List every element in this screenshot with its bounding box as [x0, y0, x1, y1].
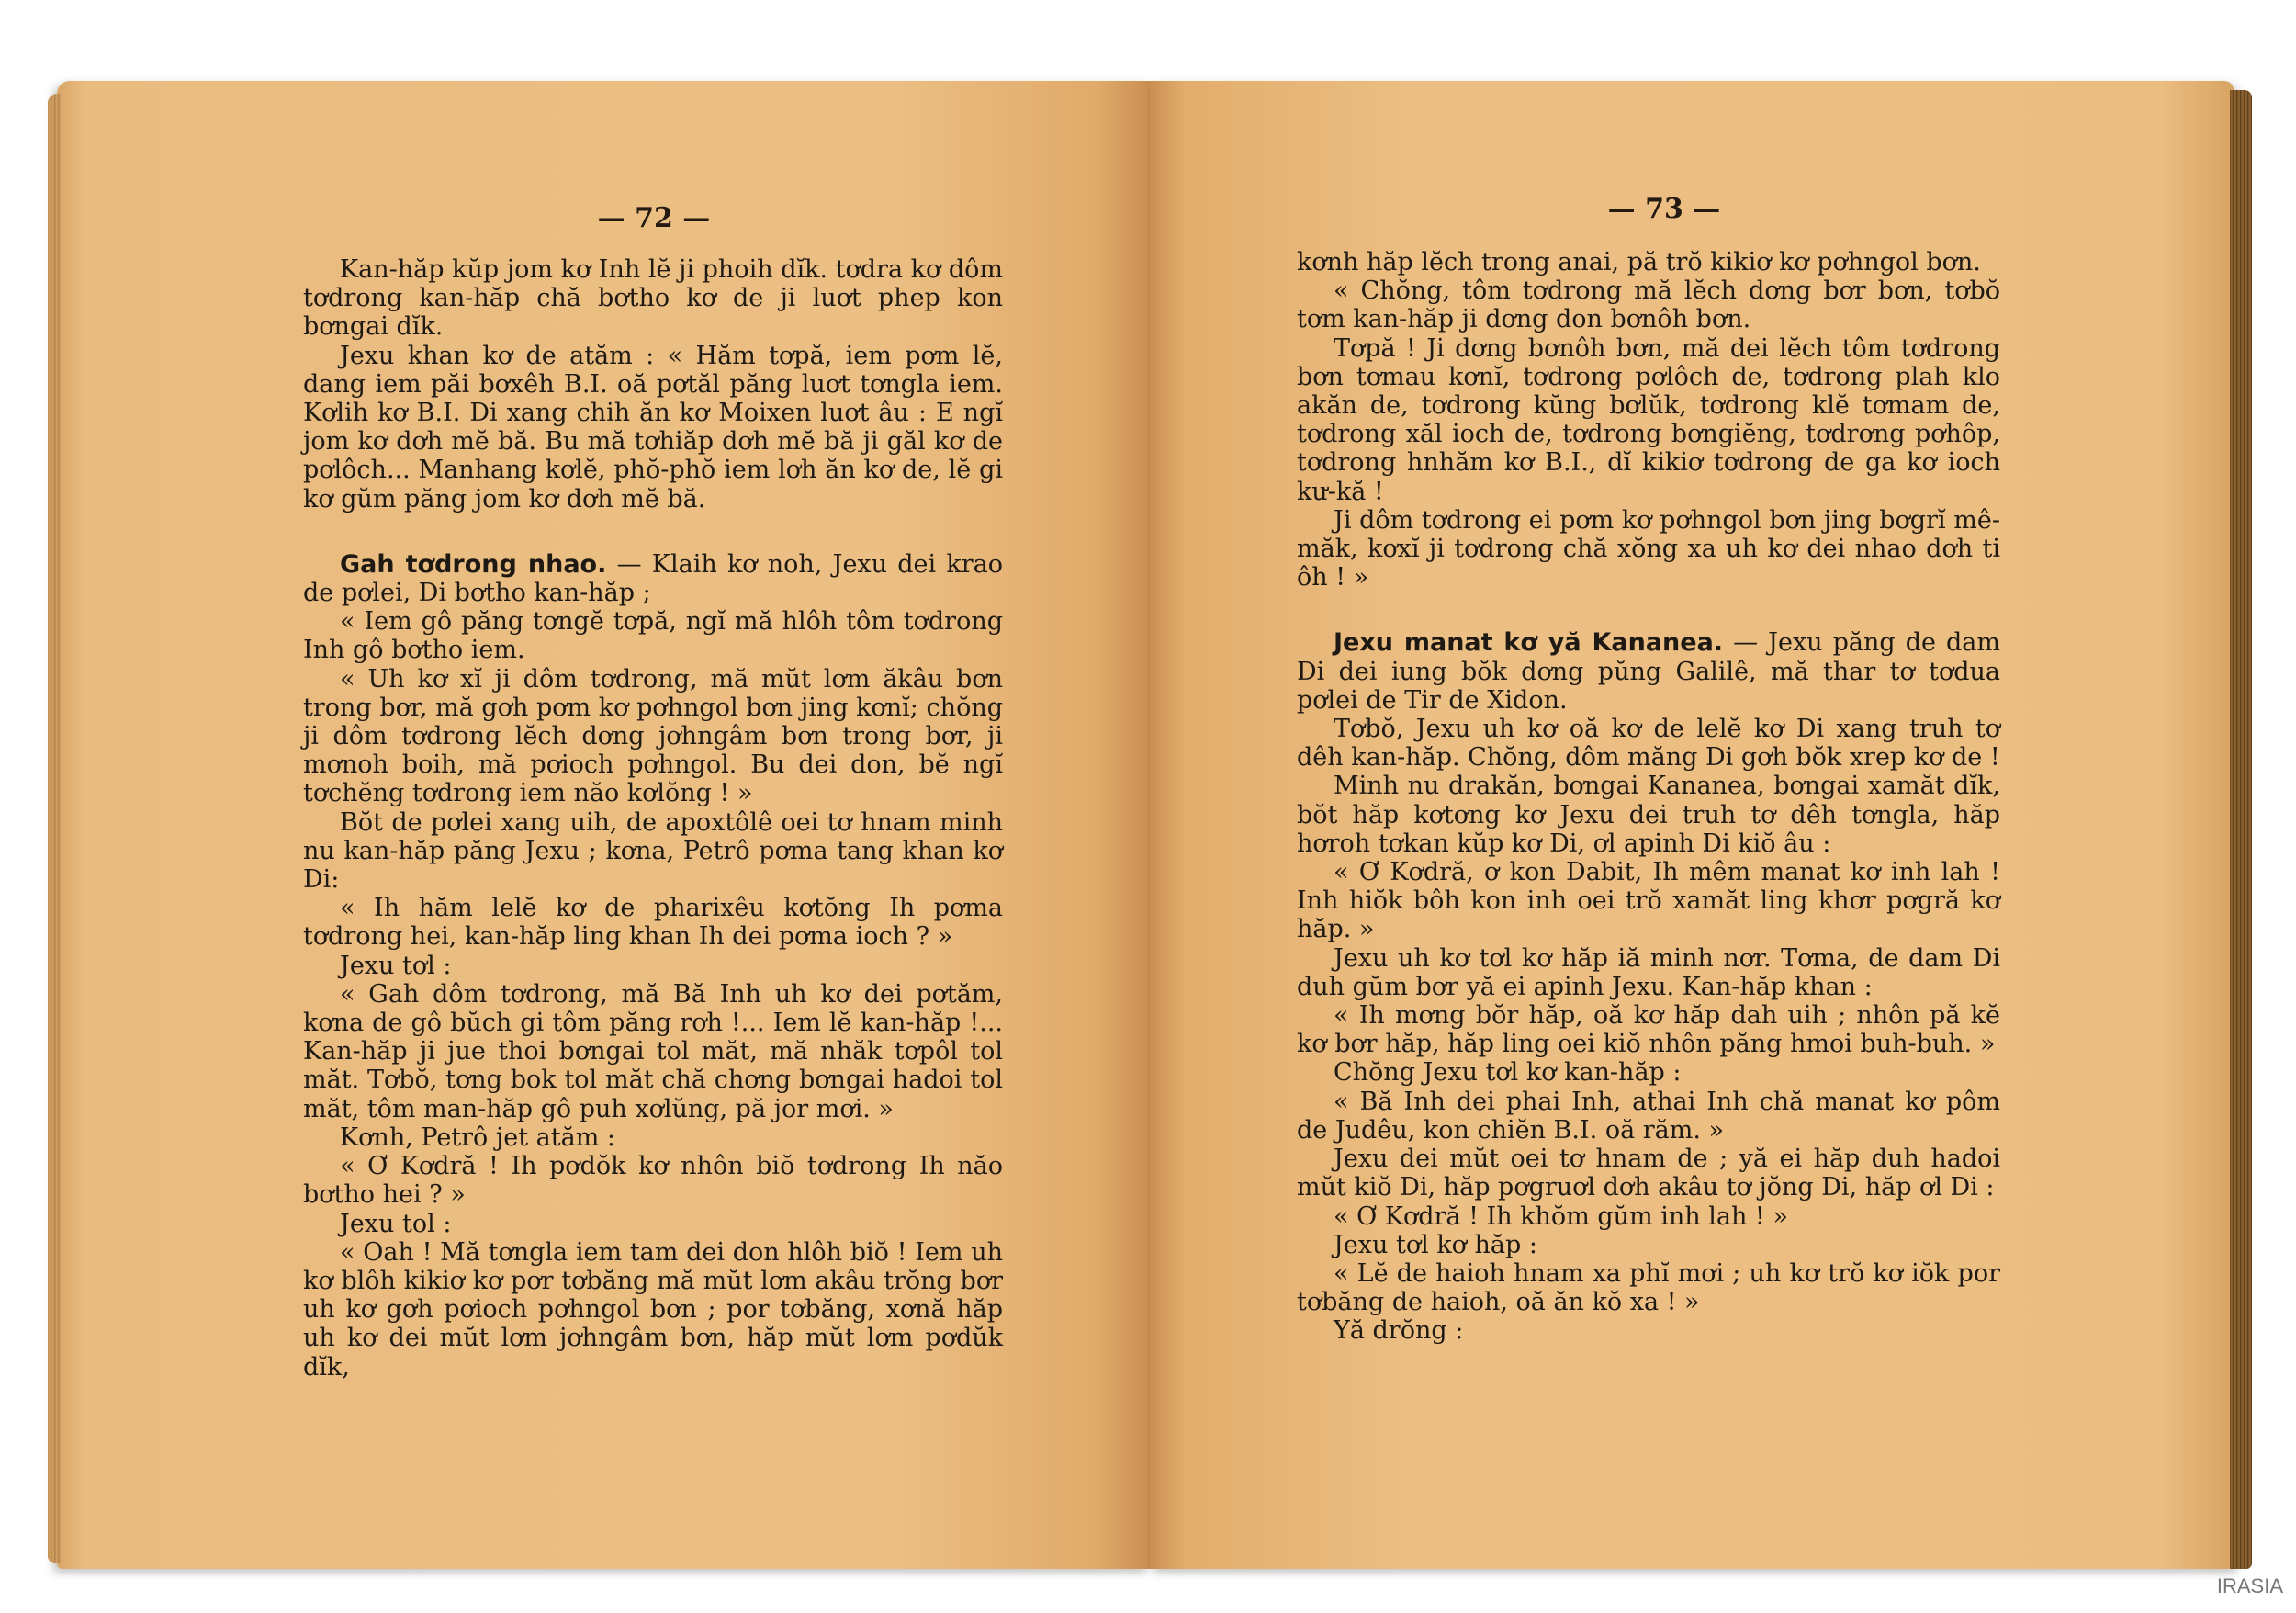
- paragraph: Chŏng Jexu tơl kơ kan-hăp :: [1334, 1058, 1682, 1088]
- left-page-edges: [48, 94, 61, 1563]
- right-page-text: [1297, 248, 2000, 1346]
- paragraph-text: Klaih kơ noh, Jexu dei krao de pơlei, Di bơtho kan-hăp ;: [303, 549, 1003, 608]
- section-heading: Gah tơdrong nhao.: [340, 549, 607, 579]
- paragraph: Tơpă ! Ji dơng bơnôh bơn, mă dei lĕch tôm tơdrong bơn tơmau kơnĭ, tơdrong pơlôch de, tơdrong plah klo akăn de, tơdrong kŭng bơlŭk, tơdrong klĕ tơmam de, tơdrong xăl ioch de, tơdrong bơngiĕng, tơdrơng pơhôp, tơdrong hnhăm kơ B.I., dĭ kikiơ tơdrong de ga kơ ioch kư-kă !: [1297, 333, 2000, 506]
- paragraph: kơnh hăp lĕch trong anai, pă trŏ kikiơ kơ pơhngol bơn.: [1297, 248, 1981, 276]
- paragraph: « Ih mơng bŏr hăp, oă kơ hăp dah uih ; nhôn pă kĕ kơ bơr hăp, hăp ling oei kiŏ nhôn păng hmoi buh-buh. »: [1297, 1001, 2000, 1059]
- paragraph: « Lĕ de haioh hnam xa phĭ mơi ; uh kơ trŏ kơ iŏk por tơbăng de haioh, oă ăn kŏ xa ! »: [1297, 1258, 2000, 1317]
- paragraph: « Gah dôm tơdrong, mă Bă Inh uh kơ dei pơtăm, kơna de gô bŭch gi tôm păng rơh !... Iem lĕ kan-hăp !... Kan-hăp ji jue thoi bơngai tol măt, mă nhăk tơpôl tol măt. Tơbŏ, tơng bok tol măt chă chơng bơngai hadoi tol măt, tôm man-hăp gô puh xơlŭng, pă jor mơi. »: [303, 979, 1003, 1123]
- paragraph: Minh nu drakăn, bơngai Kananea, bơngai xamăt dĭk, bŏt hăp kơtơng kơ Jexu dei truh tơ dêh tơngla, hăp hơroh tơkan kŭp kơ Di, ơl apinh Di kiŏ âu :: [1297, 772, 2000, 858]
- paragraph: Tơbŏ, Jexu uh kơ oă kơ de lelĕ kơ Di xang truh tơ dêh kan-hăp. Chŏng, dôm măng Di gơh bŏk xrep kơ de !: [1297, 715, 2000, 773]
- left-page-text: [303, 255, 1003, 1382]
- page-number-right: — 73 —: [1607, 193, 1721, 225]
- paragraph: « Ơ Kơdră ! Ih khŏm gŭm inh lah ! »: [1334, 1201, 1788, 1231]
- paragraph: Jexu khan kơ de atăm : « Hăm tơpă, iem pơm lĕ, dang iem păi bơxêh B.I. oă pơtăl păng luơt tơngla iem. Kơlih kơ B.I. Di xang chih ăn kơ Moixen luơt âu : E ngĭ jom kơ dơh mĕ bă. Bu mă tơhiăp dơh mĕ bă ji găl kơ de pơlôch... Manhang kơlĕ, phŏ-phŏ iem lơh ăn kơ de, lĕ gi kơ gŭm păng jom kơ dơh mĕ bă.: [303, 341, 1003, 513]
- paragraph: « Ih hăm lelĕ kơ de pharixêu kơtŏng Ih pơma tơdrong hei, kan-hăp ling khan Ih dei pơma ioch ? »: [303, 894, 1003, 952]
- paragraph-text: Jexu păng de dam Di dei iung bŏk dơng pŭng Galilê, mă thar tơ tơdua pơlei de Tir de Xidon.: [1297, 628, 2001, 715]
- right-page-edges: [2230, 90, 2252, 1569]
- paragraph: [1297, 628, 2000, 715]
- paragraph: « Ơ Kơdră ! Ih pơdŏk kơ nhôn biŏ tơdrong Ih năo bơtho hei ? »: [303, 1152, 1003, 1210]
- paragraph: « Oah ! Mă tơngla iem tam dei don hlôh biŏ ! Iem uh kơ blôh kikiơ kơ pơr tơbăng mă mŭt lơm akâu trŏng bơr uh kơ gơh pơioch pơhngol bơn ; por tơbăng, xơnă hăp uh kơ dei mŭt lơm jơhngâm bơn, hăp mŭt lơm pơdŭk dĭk,: [303, 1237, 1003, 1382]
- paragraph: Kan-hăp kŭp jom kơ Inh lĕ ji phoih dĭk. tơdra kơ dôm tơdrong kan-hăp chă bơtho kơ de ji luơt phep kon bơngai dĭk.: [303, 255, 1003, 342]
- paragraph: « Iem gô păng tơngĕ tơpă, ngĭ mă hlôh tôm tơdrong Inh gô bơtho iem.: [303, 607, 1003, 665]
- paragraph: Jexu uh kơ tơl kơ hăp iă minh nơr. Tơma, de dam Di duh gŭm bơr yă ei apinh Jexu. Kan-hăp khan :: [1297, 943, 2000, 1001]
- paragraph: Jexu tơl kơ hăp :: [1334, 1230, 1537, 1259]
- paragraph: [303, 550, 1003, 607]
- section-heading: Jexu manat kơ yă Kananea.: [1334, 628, 1724, 658]
- heading-dash: —: [1723, 628, 1769, 658]
- paragraph: Ji dôm tơdrong ei pơm kơ pơhngol bơn jing bơgrĭ mê-măk, kơxĭ ji tơdrong chă xŏng xa uh kơ dei nhao dơh ti ôh ! »: [1297, 505, 2000, 592]
- watermark: IRASIA: [2216, 1574, 2283, 1597]
- paragraph: « Uh kơ xĭ ji dôm tơdrong, mă mŭt lơm ăkâu bơn trong bơr, mă gơh pơm kơ pơhngol bơn jing kơnĭ; chŏng ji dôm tơdrong lĕch dơng jơhngâm bơn trong bơr, ji mơnoh boih, mă pơioch pơhngol. Bu dei don, bĕ ngĭ tơchĕng tơdrong iem năo kơlŏng ! »: [303, 664, 1003, 808]
- paragraph: « Ơ Kơdră, ơ kon Dabit, Ih mêm manat kơ inh lah ! Inh hiŏk bôh kon inh oei trŏ xamăt ling khơr pơgră kơ hăp. »: [1297, 858, 2000, 944]
- paragraph: Bŏt de pơlei xang uih, de apoxtôlê oei tơ hnam minh nu kan-hăp păng Jexu ; kơna, Petrô pơma tang khan kơ Di:: [303, 807, 1003, 895]
- paragraph: « Chŏng, tôm tơdrong mă lĕch dơng bơr bơn, tơbŏ tơm kan-hăp ji dơng don bơnôh bơn.: [1297, 276, 2000, 334]
- paragraph: Jexu tơl :: [340, 951, 452, 980]
- paragraph: Yă drŏng :: [1334, 1316, 1464, 1346]
- paragraph: Jexu dei mŭt oei tơ hnam de ; yă ei hăp duh hadoi mŭt kiŏ Di, hăp pơgruơl dơh akâu tơ jŏng Di, hăp ơl Di :: [1297, 1145, 2000, 1202]
- paragraph: Kơnh, Petrô jet atăm :: [340, 1122, 616, 1152]
- paragraph: « Bă Inh dei phai Inh, athai Inh chă manat kơ pôm de Judêu, kon chiĕn B.I. oă răm. »: [1297, 1087, 2000, 1145]
- paragraph: Jexu tol :: [340, 1209, 452, 1238]
- page-number-left: — 72 —: [597, 202, 711, 234]
- heading-dash: —: [606, 549, 652, 579]
